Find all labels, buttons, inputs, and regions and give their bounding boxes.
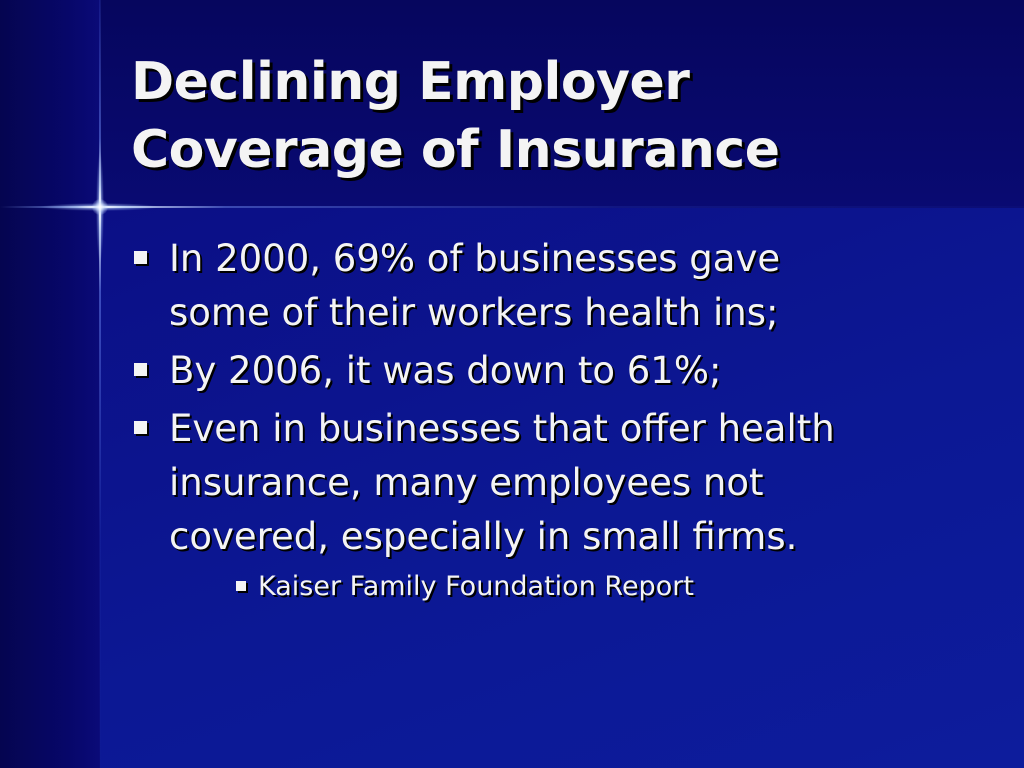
square-bullet-icon <box>134 251 147 264</box>
bullet-item <box>131 402 1011 564</box>
sparkle-star-icon <box>92 199 108 215</box>
vertical-accent-line <box>99 0 101 768</box>
bullet-item <box>131 344 1011 398</box>
bullet-line: Even in businesses that offer health <box>169 407 835 450</box>
square-bullet-icon <box>134 421 147 434</box>
slide-title <box>131 48 991 184</box>
title-line: Declining Employer <box>131 52 690 112</box>
sub-bullet-text: Kaiser Family Foundation Report <box>258 571 694 602</box>
bullet-line: insurance, many employees not <box>169 461 764 504</box>
left-decor-panel <box>0 0 100 768</box>
square-bullet-icon <box>236 581 246 591</box>
bullet-line: covered, especially in small firms. <box>169 515 798 558</box>
sub-bullet-item <box>234 568 1011 606</box>
bullet-line: some of their workers health ins; <box>169 291 779 334</box>
bullet-list <box>131 232 1011 606</box>
bullet-line: In 2000, 69% of businesses gave <box>169 237 781 280</box>
bullet-line: By 2006, it was down to 61%; <box>169 349 722 392</box>
square-bullet-icon <box>134 363 147 376</box>
title-line: Coverage of Insurance <box>131 120 780 180</box>
bullet-item <box>131 232 1011 340</box>
